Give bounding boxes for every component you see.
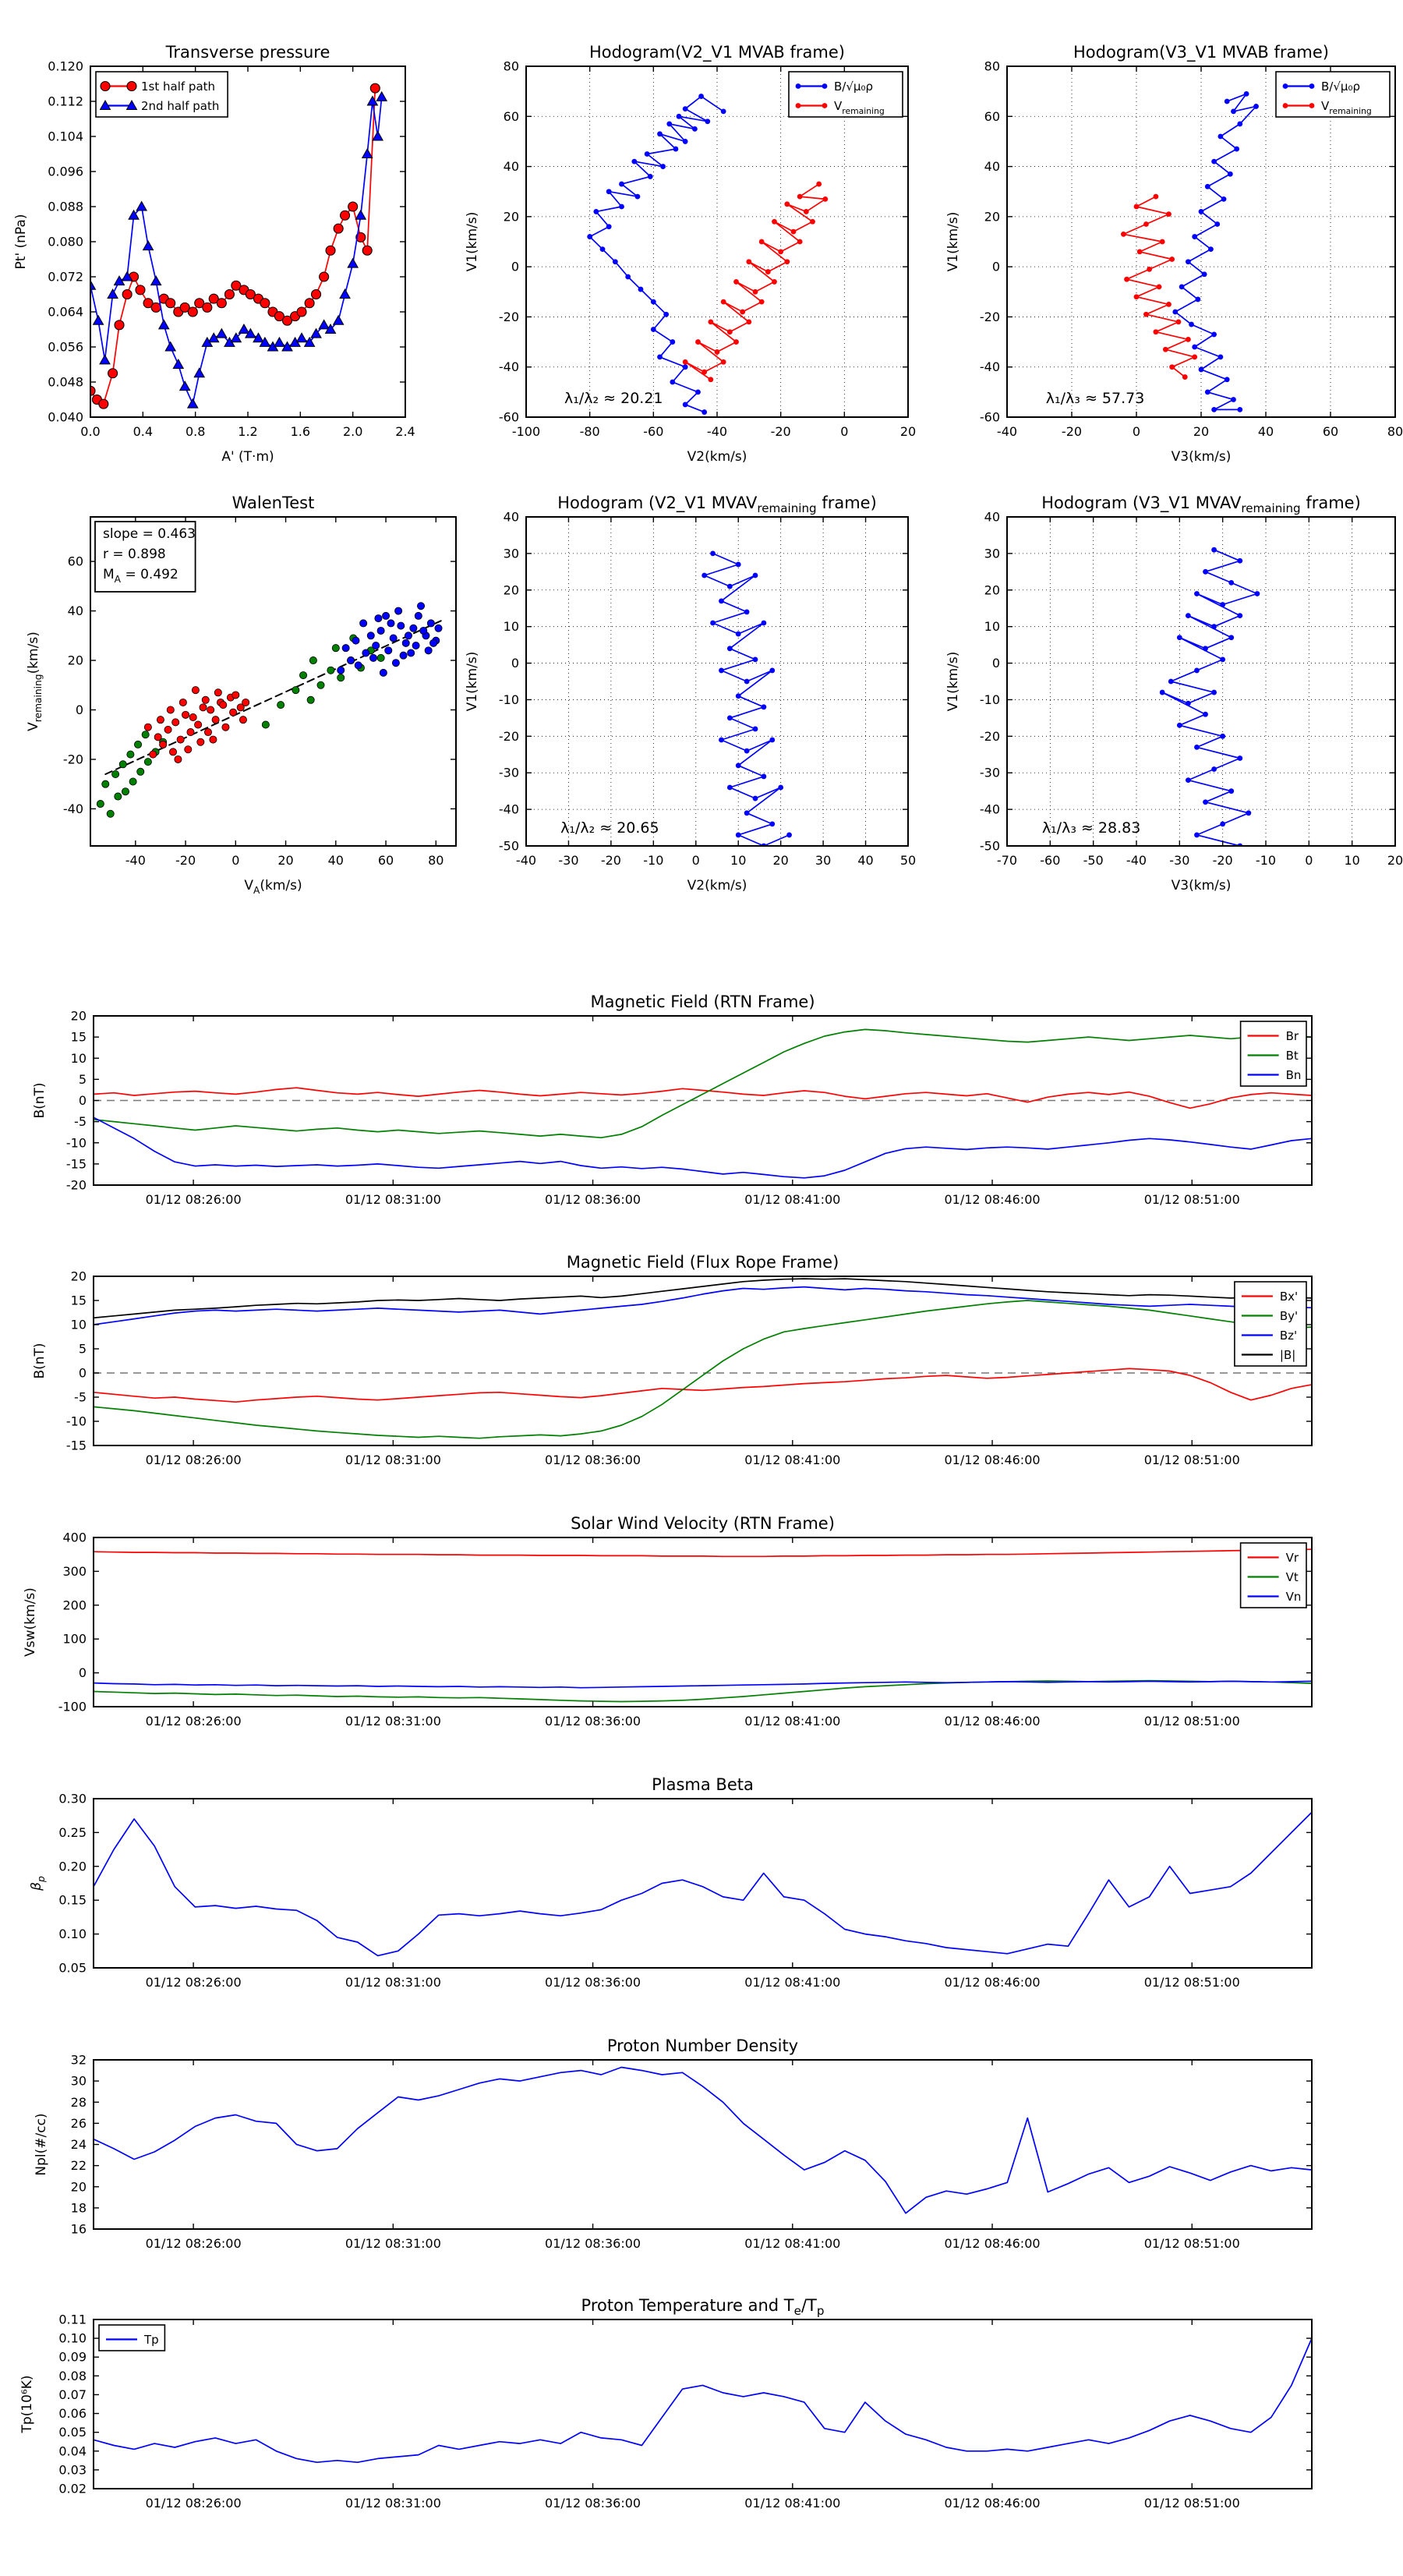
x-tick-label: 01/12 08:31:00 — [345, 1975, 441, 1990]
y-tick-label: 20 — [984, 209, 1000, 225]
y-tick-label: -10 — [65, 1135, 87, 1151]
x-tick-label: 0 — [1132, 424, 1141, 439]
y-tick-label: -20 — [62, 752, 83, 767]
y-axis-label: V1(km/s) — [465, 651, 480, 712]
x-tick-label: -60 — [643, 424, 664, 439]
y-tick-label: 40 — [503, 159, 519, 175]
x-tick-label: -40 — [1126, 853, 1147, 868]
y-tick-label: -10 — [979, 692, 1000, 707]
x-tick-label: -60 — [1040, 853, 1061, 868]
y-tick-label: 0.10 — [58, 1927, 87, 1942]
y-tick-label: 16 — [70, 2221, 87, 2237]
y-tick-label: 0 — [78, 1365, 87, 1381]
x-tick-label: 01/12 08:31:00 — [345, 1714, 441, 1729]
y-tick-label: 20 — [70, 1269, 87, 1284]
y-tick-label: 0.25 — [58, 1824, 87, 1840]
x-tick-label: -40 — [996, 424, 1018, 439]
x-axis-label: V2(km/s) — [687, 449, 747, 465]
y-tick-label: 0.07 — [58, 2387, 87, 2402]
y-tick-label: -5 — [74, 1114, 87, 1130]
y-axis-label: V1(km/s) — [945, 651, 961, 712]
y-tick-label: 20 — [503, 209, 519, 225]
x-tick-label: 01/12 08:36:00 — [545, 2496, 641, 2511]
y-tick-label: 40 — [503, 509, 519, 525]
x-tick-label: 01/12 08:26:00 — [145, 2496, 242, 2511]
legend-label: Bn — [1285, 1068, 1302, 1082]
x-tick-label: 01/12 08:46:00 — [944, 1192, 1041, 1207]
panel-proton-density — [34, 2036, 1312, 2251]
x-axis-label: V2(km/s) — [687, 878, 747, 893]
panel-mag-fluxrope — [32, 1253, 1312, 1467]
y-tick-label: 15 — [70, 1293, 87, 1308]
y-tick-label: 0 — [991, 259, 1000, 274]
x-tick-label: 01/12 08:46:00 — [944, 1975, 1041, 1990]
y-tick-label: 30 — [503, 546, 519, 561]
x-tick-label: -20 — [600, 853, 621, 868]
y-axis-label: Npl(#/cc) — [34, 2113, 49, 2176]
x-tick-label: 01/12 08:26:00 — [145, 1714, 242, 1729]
y-tick-label: -20 — [979, 728, 1000, 744]
x-axis-label: V3(km/s) — [1171, 878, 1232, 893]
legend — [1276, 72, 1390, 117]
legend-label: Br — [1285, 1029, 1299, 1043]
x-tick-label: 01/12 08:46:00 — [944, 1453, 1041, 1467]
y-tick-label: 0 — [75, 702, 83, 717]
x-axis-label: V3(km/s) — [1171, 449, 1232, 465]
y-tick-label: 20 — [67, 653, 83, 668]
panel-hodogram-v2v1-mvab — [465, 43, 916, 465]
x-tick-label: -30 — [1169, 853, 1190, 868]
panel-proton-temp — [19, 2296, 1312, 2511]
x-tick-label: 01/12 08:26:00 — [145, 1192, 242, 1207]
y-tick-label: 28 — [70, 2094, 87, 2110]
x-tick-label: 20 — [277, 853, 294, 868]
legend — [99, 2325, 164, 2351]
legend-label: $V_{remaining}$ — [1321, 99, 1372, 116]
y-tick-label: -10 — [65, 1414, 87, 1429]
x-tick-label: 01/12 08:36:00 — [545, 1714, 641, 1729]
x-tick-label: 0 — [840, 424, 849, 439]
y-tick-label: 400 — [62, 1530, 87, 1545]
x-tick-label: 0.4 — [133, 424, 154, 439]
y-tick-label: -15 — [65, 1438, 87, 1453]
y-tick-label: -10 — [498, 692, 519, 707]
panel-title: Plasma Beta — [652, 1775, 754, 1794]
x-tick-label: 01/12 08:46:00 — [944, 1714, 1041, 1729]
x-tick-label: 80 — [428, 853, 444, 868]
panel-hodogram-v3v1-mvab — [945, 43, 1403, 465]
x-tick-label: 01/12 08:41:00 — [744, 2496, 841, 2511]
y-tick-label: 5 — [78, 1071, 87, 1087]
stats-line: slope = 0.463 — [103, 526, 196, 542]
y-tick-label: -20 — [498, 728, 519, 744]
panel-title: Hodogram (V3_V1 $MVAV_{remaining}$ frame) — [1041, 494, 1361, 515]
y-tick-label: 60 — [984, 108, 1000, 124]
x-tick-label: 20 — [772, 853, 789, 868]
x-axis-label: $V_A(km/s)$ — [244, 878, 302, 896]
y-tick-label: 0.05 — [58, 1960, 87, 1976]
y-tick-label: -30 — [979, 765, 1000, 780]
legend — [789, 72, 903, 117]
legend-label: Tp — [144, 2333, 159, 2347]
panel-title: Transverse pressure — [165, 43, 330, 62]
legend-label: Vr — [1285, 1551, 1299, 1565]
x-tick-label: 2.0 — [342, 424, 363, 439]
y-tick-label: 10 — [984, 619, 1000, 635]
y-tick-label: 0.02 — [58, 2481, 87, 2496]
x-tick-label: -80 — [579, 424, 600, 439]
y-tick-label: 15 — [70, 1029, 87, 1045]
y-axis-label: B(nT) — [32, 1343, 48, 1379]
y-tick-label: 60 — [503, 108, 519, 124]
y-tick-label: -60 — [979, 409, 1000, 425]
y-tick-label: -100 — [58, 1699, 87, 1714]
y-tick-label: 0.088 — [48, 199, 83, 214]
y-axis-label: $V_{remaining}(km/s)$ — [26, 632, 44, 731]
y-tick-label: 0 — [511, 656, 519, 671]
legend-label: $V_{remaining}$ — [834, 99, 885, 116]
lambda-annotation: λ₁/λ₂ ≈ 20.21 — [564, 390, 663, 407]
x-tick-label: 10 — [730, 853, 747, 868]
x-tick-label: 0 — [691, 853, 700, 868]
panel-title: Hodogram(V2_V1 MVAB frame) — [589, 43, 845, 62]
legend-label: B/√μ₀ρ — [1321, 80, 1360, 94]
panel-hodogram-v3v1-mvav — [945, 494, 1403, 893]
x-tick-label: 1.6 — [290, 424, 311, 439]
y-tick-label: -50 — [498, 838, 519, 854]
y-tick-label: 26 — [70, 2115, 87, 2131]
legend-label: Vt — [1285, 1570, 1299, 1584]
panel-transverse-pressure — [13, 43, 415, 465]
x-tick-label: 0.8 — [185, 424, 206, 439]
y-tick-label: 18 — [70, 2200, 87, 2216]
x-tick-label: -40 — [515, 853, 537, 868]
y-tick-label: -40 — [498, 801, 519, 817]
legend-label: By' — [1279, 1309, 1299, 1323]
legend — [1235, 1282, 1306, 1366]
x-tick-label: 01/12 08:51:00 — [1143, 2496, 1240, 2511]
y-tick-label: 300 — [62, 1563, 87, 1579]
x-tick-label: 30 — [815, 853, 832, 868]
x-tick-label: -20 — [770, 424, 791, 439]
y-tick-label: 20 — [70, 2179, 87, 2195]
x-tick-label: 01/12 08:41:00 — [744, 2236, 841, 2251]
x-tick-label: 40 — [857, 853, 874, 868]
x-tick-label: 01/12 08:26:00 — [145, 1453, 242, 1467]
y-tick-label: 60 — [67, 554, 83, 569]
x-tick-label: -20 — [1061, 424, 1083, 439]
panel-walen-test — [26, 494, 456, 896]
x-tick-label: -50 — [1083, 853, 1104, 868]
stats-line: r = 0.898 — [103, 547, 166, 562]
y-tick-label: 0 — [511, 259, 519, 274]
lambda-annotation: λ₁/λ₃ ≈ 57.73 — [1045, 390, 1145, 407]
y-tick-label: 32 — [70, 2052, 87, 2068]
y-tick-label: 0 — [78, 1665, 87, 1681]
y-tick-label: 0.30 — [58, 1791, 87, 1806]
y-tick-label: 0.06 — [58, 2406, 87, 2422]
x-tick-label: 01/12 08:31:00 — [345, 1192, 441, 1207]
x-tick-label: 01/12 08:31:00 — [345, 1453, 441, 1467]
y-tick-label: -30 — [498, 765, 519, 780]
x-tick-label: 20 — [1387, 853, 1403, 868]
panel-title: Hodogram (V2_V1 $MVAV_{remaining}$ frame) — [557, 494, 877, 515]
x-axis-label: A' (T·m) — [221, 449, 274, 465]
x-tick-label: 01/12 08:41:00 — [744, 1714, 841, 1729]
x-tick-label: 60 — [377, 853, 394, 868]
y-tick-label: -20 — [498, 309, 519, 324]
x-tick-label: 01/12 08:36:00 — [545, 1453, 641, 1467]
y-tick-label: 0.11 — [58, 2312, 87, 2327]
x-tick-label: 01/12 08:51:00 — [1143, 1975, 1240, 1990]
panel-hodogram-v2v1-mvav — [465, 494, 916, 893]
y-tick-label: 0.040 — [48, 409, 83, 425]
y-tick-label: 0.09 — [58, 2349, 87, 2365]
y-tick-label: 0.096 — [48, 164, 83, 179]
y-tick-label: -40 — [498, 359, 519, 375]
x-tick-label: -100 — [511, 424, 541, 439]
legend-label: Bt — [1285, 1049, 1299, 1063]
y-tick-label: 0.20 — [58, 1859, 87, 1874]
y-tick-label: 5 — [78, 1341, 87, 1357]
panel-velocity — [23, 1514, 1312, 1729]
x-tick-label: 10 — [1344, 853, 1360, 868]
x-tick-label: 2.4 — [395, 424, 415, 439]
y-tick-label: 0.064 — [48, 304, 83, 320]
legend-label: Vn — [1285, 1590, 1302, 1604]
y-tick-label: 20 — [70, 1008, 87, 1024]
y-tick-label: 22 — [70, 2158, 87, 2174]
legend-label: B/√μ₀ρ — [834, 80, 873, 94]
x-tick-label: 01/12 08:51:00 — [1143, 1714, 1240, 1729]
x-tick-label: -10 — [1255, 853, 1277, 868]
x-tick-label: 01/12 08:51:00 — [1143, 2236, 1240, 2251]
x-tick-label: -70 — [996, 853, 1018, 868]
y-axis-label: Pt' (nPa) — [13, 214, 29, 270]
x-tick-label: 01/12 08:26:00 — [145, 2236, 242, 2251]
x-tick-label: -30 — [558, 853, 579, 868]
legend-label: Bz' — [1279, 1329, 1298, 1343]
y-tick-label: -20 — [979, 309, 1000, 324]
panel-title: Solar Wind Velocity (RTN Frame) — [571, 1514, 835, 1533]
legend-label: Bx' — [1279, 1290, 1299, 1304]
x-tick-label: 01/12 08:31:00 — [345, 2236, 441, 2251]
y-tick-label: -40 — [979, 359, 1000, 375]
stats-line: $M_A = 0.492$ — [103, 567, 178, 585]
y-tick-label: 0.104 — [48, 129, 83, 144]
panel-title: Proton Number Density — [606, 2036, 799, 2055]
x-tick-label: 60 — [1322, 424, 1339, 439]
y-axis-label: V1(km/s) — [465, 211, 480, 272]
x-tick-label: -40 — [125, 853, 146, 868]
y-tick-label: -60 — [498, 409, 519, 425]
panel-mag-rtn — [32, 993, 1312, 1207]
x-tick-label: -20 — [175, 853, 196, 868]
lambda-annotation: λ₁/λ₂ ≈ 20.65 — [560, 819, 659, 837]
y-tick-label: 200 — [62, 1598, 87, 1613]
panel-plasma-beta — [29, 1775, 1312, 1990]
x-tick-label: 1.2 — [238, 424, 258, 439]
y-tick-label: 20 — [503, 582, 519, 598]
y-tick-label: 10 — [503, 619, 519, 635]
y-tick-label: -5 — [74, 1389, 87, 1405]
x-tick-label: 01/12 08:41:00 — [744, 1453, 841, 1467]
x-tick-label: 01/12 08:31:00 — [345, 2496, 441, 2511]
y-axis-label: Vsw(km/s) — [23, 1587, 38, 1657]
y-tick-label: 10 — [70, 1317, 87, 1332]
y-tick-label: 24 — [70, 2137, 87, 2152]
y-tick-label: 0.03 — [58, 2462, 87, 2478]
y-tick-label: -15 — [65, 1156, 87, 1172]
y-tick-label: 0.112 — [48, 94, 83, 109]
y-tick-label: 80 — [503, 58, 519, 74]
y-tick-label: -40 — [979, 801, 1000, 817]
y-tick-label: 0 — [991, 656, 1000, 671]
y-tick-label: 30 — [70, 2073, 87, 2089]
y-axis-label: $\beta_p$ — [29, 1876, 47, 1891]
y-tick-label: 0.120 — [48, 58, 83, 74]
x-tick-label: 50 — [899, 853, 917, 868]
x-tick-label: 40 — [327, 853, 344, 868]
x-tick-label: 01/12 08:26:00 — [145, 1975, 242, 1990]
x-tick-label: 01/12 08:46:00 — [944, 2236, 1041, 2251]
y-tick-label: -40 — [62, 801, 83, 816]
y-axis-label: B(nT) — [32, 1082, 48, 1119]
x-tick-label: 40 — [1257, 424, 1274, 439]
y-tick-label: 40 — [984, 509, 1000, 525]
y-tick-label: -50 — [979, 838, 1000, 854]
x-tick-label: -20 — [1212, 853, 1233, 868]
y-axis-label: Tp(10⁶K) — [19, 2375, 35, 2433]
x-tick-label: 0 — [1305, 853, 1313, 868]
x-tick-label: 0 — [231, 853, 240, 868]
y-tick-label: 0.05 — [58, 2425, 87, 2440]
x-tick-label: 01/12 08:36:00 — [545, 1192, 641, 1207]
x-tick-label: 20 — [899, 424, 917, 439]
x-tick-label: -40 — [706, 424, 728, 439]
y-tick-label: 0.15 — [58, 1892, 87, 1908]
legend — [1241, 1021, 1306, 1086]
y-tick-label: 40 — [67, 603, 83, 619]
x-tick-label: 01/12 08:46:00 — [944, 2496, 1041, 2511]
y-tick-label: 0 — [78, 1093, 87, 1108]
x-tick-label: 20 — [1193, 424, 1210, 439]
panel-title: Magnetic Field (RTN Frame) — [590, 993, 815, 1011]
stats-textbox — [95, 522, 196, 592]
y-tick-label: 0.048 — [48, 374, 83, 390]
panel-title: Magnetic Field (Flux Rope Frame) — [566, 1253, 839, 1272]
y-tick-label: -20 — [65, 1177, 87, 1193]
x-tick-label: 01/12 08:51:00 — [1143, 1453, 1240, 1467]
y-tick-label: 30 — [984, 546, 1000, 561]
y-tick-label: 0.08 — [58, 2368, 87, 2383]
y-tick-label: 0.056 — [48, 339, 83, 355]
y-tick-label: 20 — [984, 582, 1000, 598]
panel-title: WalenTest — [231, 494, 315, 512]
y-tick-label: 40 — [984, 159, 1000, 175]
x-tick-label: 01/12 08:36:00 — [545, 2236, 641, 2251]
x-tick-label: -10 — [643, 853, 664, 868]
y-tick-label: 0.072 — [48, 269, 83, 285]
y-tick-label: 80 — [984, 58, 1000, 74]
y-tick-label: 0.10 — [58, 2330, 87, 2346]
x-tick-label: 0.0 — [80, 424, 101, 439]
panel-title: Hodogram(V3_V1 MVAB frame) — [1073, 43, 1329, 62]
x-tick-label: 01/12 08:36:00 — [545, 1975, 641, 1990]
x-tick-label: 01/12 08:51:00 — [1143, 1192, 1240, 1207]
legend-label: 2nd half path — [141, 99, 220, 113]
x-tick-label: 01/12 08:41:00 — [744, 1192, 841, 1207]
legend — [96, 72, 228, 117]
panel-title: Proton Temperature and $T_e/T_p$ — [581, 2296, 825, 2318]
y-tick-label: 100 — [62, 1631, 87, 1647]
y-tick-label: 10 — [70, 1050, 87, 1066]
y-tick-label: 0.04 — [58, 2443, 87, 2459]
x-tick-label: 01/12 08:41:00 — [744, 1975, 841, 1990]
legend-label: 1st half path — [141, 80, 216, 94]
lambda-annotation: λ₁/λ₃ ≈ 28.83 — [1041, 819, 1141, 837]
legend — [1241, 1543, 1306, 1608]
legend-label: |B| — [1279, 1348, 1296, 1362]
y-axis-label: V1(km/s) — [945, 211, 961, 272]
y-tick-label: 0.080 — [48, 234, 83, 249]
x-tick-label: 80 — [1387, 424, 1403, 439]
